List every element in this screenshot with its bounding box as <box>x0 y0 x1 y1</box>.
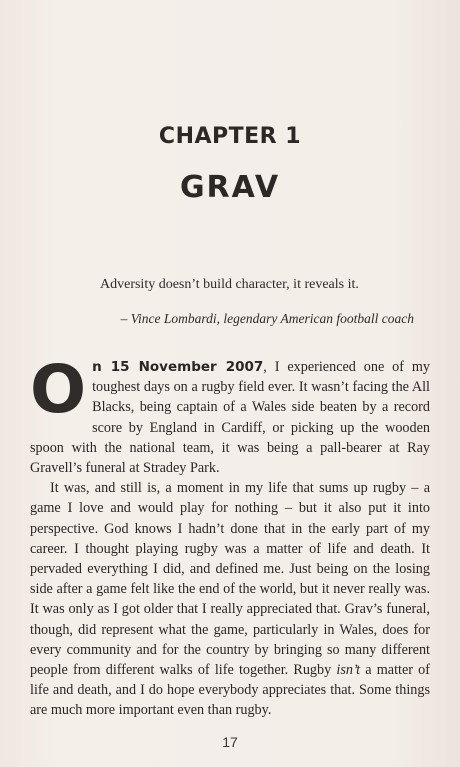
paragraph-2 <box>30 478 430 720</box>
paragraph-1 <box>30 351 430 478</box>
paragraph-1-text: , I experienced one of my toughest days on a rugby field ever. It wasn’t facing the All Blacks, being captain of a Wales side beaten by a record score by England in Cardiff, or picking up the wooden spoon with the national team, it was being a pall-bearer at Ray Gravell’s funeral at Stradey Park. <box>30 359 430 477</box>
paragraph-2-text-a: It was, and still is, a moment in my life that sums up rugby – a game I love and would play for nothing – but it also put it into perspective. God knows I hadn’t done that in the early part of my career. I thought playing rugby was a matter of life and death. It pervaded everything I did, and defined me. Just being on the losing side after a game felt like the end of the world, but it never really was. It was only as I got older that I really appreciated that. Grav’s funeral, though, did represent what the game, particularly in Wales, does for every community and for the country by bringing so many different people from different walks of life together. Rugby <box>30 480 430 679</box>
chapter-label: CHAPTER 1 <box>158 124 302 149</box>
chapter-title: GRAV <box>179 170 281 205</box>
epigraph-quote: Adversity doesn’t build character, it reveals it. <box>100 277 359 292</box>
epigraph-attribution: – Vince Lombardi, legendary American football coach <box>120 311 414 326</box>
lead-date: n 15 November 2007 <box>92 359 264 375</box>
drop-cap: O <box>30 351 87 428</box>
paragraph-2-text-b: a matter of life and death, and I do hope everybody appreciates that. Some things are much more important even than rugby. <box>30 662 431 719</box>
chapter-body <box>30 351 431 721</box>
page-number: 17 <box>222 734 238 750</box>
emphasis-word: isn’t <box>336 662 361 679</box>
